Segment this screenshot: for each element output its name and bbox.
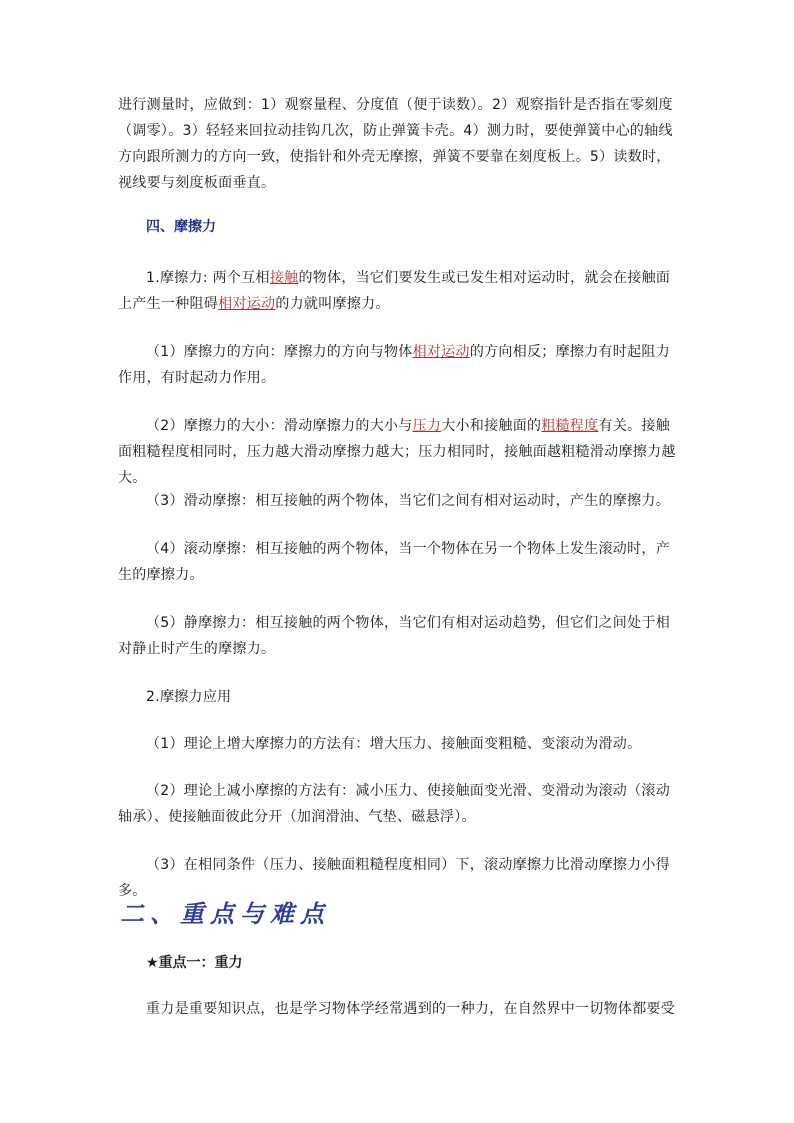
application-decrease: （2）理论上减小摩擦的方法有：减小压力、使接触面变光滑、变滑动为滚动（滚动轴承）、使接触面彼此分开（加润滑油、气垫、磁悬浮）。	[118, 783, 671, 825]
key-point-text: 重力是重要知识点，也是学习物体学经常遇到的一种力，在自然界中一切物体都要受	[146, 1001, 676, 1017]
def-text-a: 1.摩擦力: 两个互相	[146, 270, 270, 286]
application-compare: （3）在相同条件（压力、接触面粗糙程度相同）下，滚动摩擦力比滑动摩擦力小得多。	[118, 857, 671, 899]
friction-size	[118, 413, 678, 491]
link-contact[interactable]: 接触	[269, 270, 299, 286]
key-point-heading: ★重点一：重力	[146, 955, 243, 971]
size-text-b: 大小和接触面的	[441, 418, 542, 434]
friction-direction	[118, 339, 678, 391]
direction-text-b: 的方向相反；摩擦力有时起阻力作用，有时起动力作用。	[118, 344, 671, 386]
application-heading: 2.摩擦力应用	[146, 689, 232, 705]
size-text-c: 有关。接触面粗糙程度相同时，压力越大滑动摩擦力越大；压力相同时，接触面越粗糙滑动摩擦力越大。	[118, 418, 676, 486]
direction-text-a: （1）摩擦力的方向：摩擦力的方向与物体	[146, 344, 413, 360]
static-friction: （5）静摩擦力：相互接触的两个物体，当它们有相对运动趋势，但它们之间处于相对静止时产生的摩擦力。	[118, 615, 671, 657]
def-text-b: 的物体，当它们要发生或已发生相对运动时，就会在接触面上产生一种阻碍	[118, 270, 671, 312]
friction-heading: 四、摩擦力	[146, 219, 216, 235]
friction-definition	[118, 265, 678, 317]
rolling-friction: （4）滚动摩擦：相互接触的两个物体，当一个物体在另一个物体上发生滚动时，产生的摩擦力。	[118, 541, 671, 583]
section-title: 二、重点与难点	[120, 899, 330, 928]
application-increase: （1）理论上增大摩擦力的方法有：增大压力、接触面变粗糙、变滚动为滑动。	[146, 736, 642, 752]
link-relative-motion[interactable]: 相对运动	[218, 296, 276, 312]
measure-paragraph: 进行测量时，应做到：1）观察量程、分度值（便于读数）。2）观察指针是否指在零刻度（调零）。3）轻轻来回拉动挂钩几次，防止弹簧卡壳。4）测力时，要使弹簧中心的轴线方向跟所测力的方向一致，使指针和外壳无摩擦，弹簧不要靠在刻度板上。5）读数时，视线要与刻度板面垂直。	[118, 97, 673, 191]
sliding-friction: （3）滑动摩擦：相互接触的两个物体，当它们之间有相对运动时，产生的摩擦力。	[146, 493, 671, 509]
link-pressure[interactable]: 压力	[412, 418, 442, 434]
def-text-c: 的力就叫摩擦力。	[275, 296, 390, 312]
link-relative-motion-2[interactable]: 相对运动	[412, 344, 470, 360]
link-roughness[interactable]: 粗糙程度	[541, 418, 599, 434]
size-text-a: （2）摩擦力的大小：滑动摩擦力的大小与	[146, 418, 413, 434]
